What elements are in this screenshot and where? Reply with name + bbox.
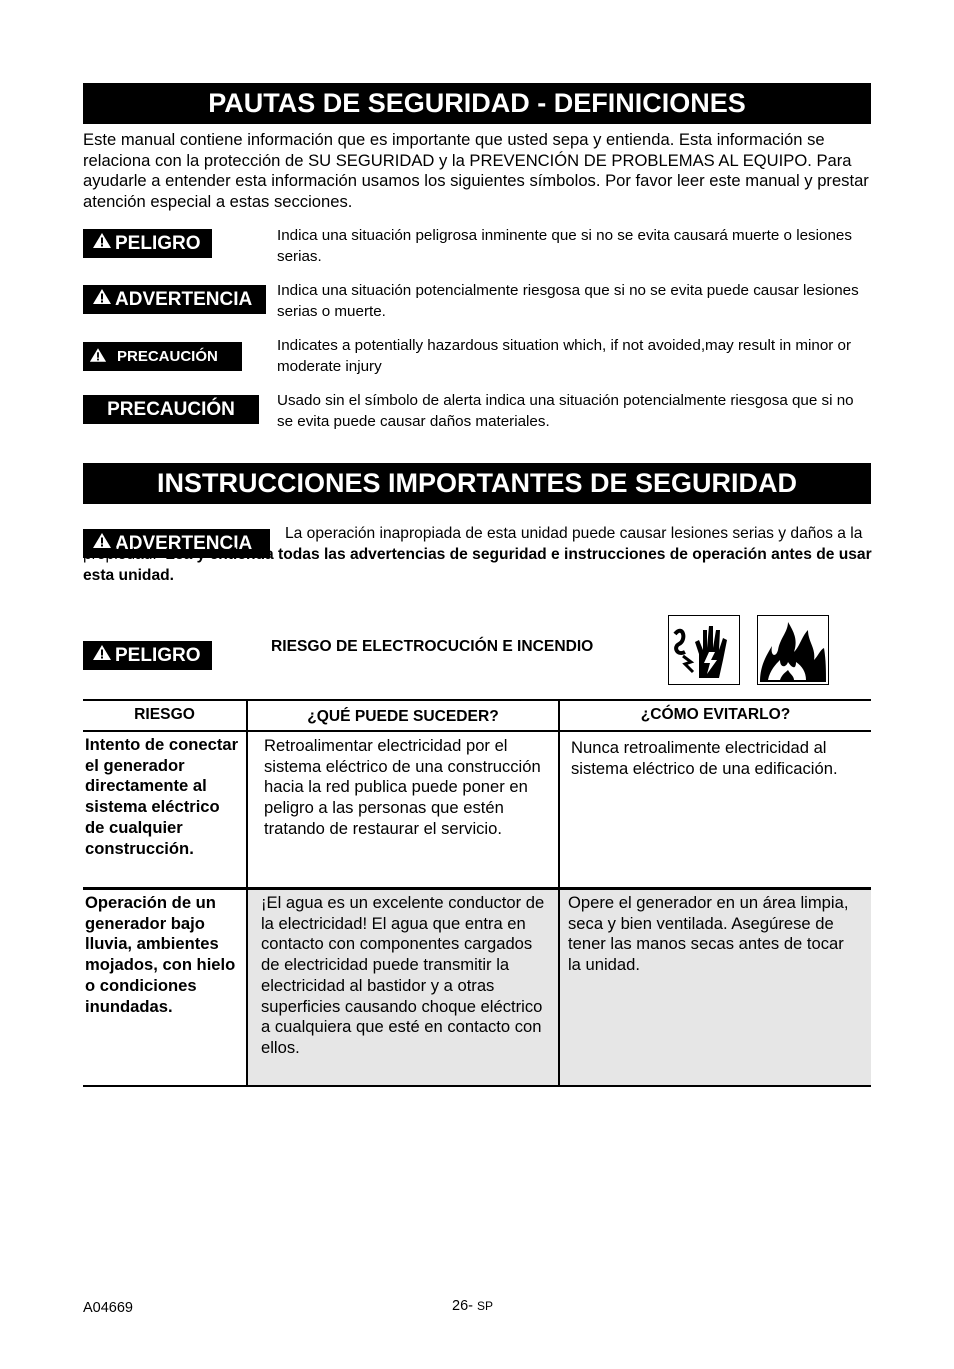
row2-how: Opere el generador en un área limpia, seca y bien ventilada. Asegúrese de tener las manos secas antes de tocar la unidad. (568, 893, 849, 975)
table-bottom-rule (83, 1085, 871, 1087)
header-riesgo: RIESGO (134, 706, 195, 723)
warning-paragraph (83, 523, 873, 586)
peligro-badge-label: PELIGRO (115, 232, 201, 254)
peligro-definition: Indica una situación peligrosa inminente que si no se evita causará muerte o lesiones serias. (277, 227, 852, 265)
section-title-instructions: INSTRUCCIONES IMPORTANTES DE SEGURIDAD (83, 463, 871, 504)
page-suffix: SP (477, 1299, 494, 1313)
advertencia-warning-badge-label: ADVERTENCIA (115, 532, 253, 554)
advertencia-badge-label: ADVERTENCIA (115, 288, 253, 310)
warning-triangle-icon (89, 347, 107, 367)
precaucion-badge (83, 395, 259, 424)
warning-text: La operación inapropiada de esta unidad puede causar lesiones serias y daños a la propiedad. (83, 525, 863, 563)
header-que-puede-suceder: ¿QUÉ PUEDE SUCEDER? (307, 708, 499, 725)
page-number-value: 26- (452, 1298, 473, 1314)
row1-how: Nunca retroalimente electricidad al sistema eléctrico de una edificación. (571, 738, 838, 778)
document-code: A04669 (83, 1300, 133, 1316)
table-row-rule (83, 887, 871, 890)
precaucion-definition: Usado sin el símbolo de alerta indica una situación potencialmente riesgosa que si no se evita puede causar daños materiales. (277, 392, 854, 430)
row1-risk: Intento de conectar el generador directamente al sistema eléctrico de cualquier construcción. (85, 735, 239, 858)
row2-risk: Operación de un generador bajo lluvia, ambientes mojados, con hielo o condiciones inundadas. (85, 893, 236, 1016)
advertencia-definition: Indica una situación potencialmente riesgosa que si no se evita puede causar lesiones serias o muerte. (277, 282, 859, 320)
page-number (452, 1298, 493, 1314)
hazard-title: RIESGO DE ELECTROCUCIÓN E INCENDIO (271, 638, 594, 655)
precaucion-alert-definition: Indicates a potentially hazardous situation which, if not avoided,may result in minor or moderate injury (277, 337, 852, 375)
table-col-rule-2 (558, 700, 560, 1087)
intro-paragraph: Este manual contiene información que es importante que usted sepa y entienda. Esta información se relaciona con la protección de SU SEGURIDAD y la PREVENCIÓN DE PROBLEMAS AL EQUIPO. Para ayudarle a entender esta información usamos los siguientes símbolos. Por favor leer este manual y prestar atención especial a estas secciones. (83, 130, 869, 212)
peligro-hazard-badge-label: PELIGRO (115, 644, 201, 666)
table-col-rule-1 (246, 700, 248, 1087)
peligro-badge (83, 229, 212, 258)
precaucion-badge-label: PRECAUCIÓN (107, 398, 235, 420)
header-como-evitarlo: ¿CÓMO EVITARLO? (640, 706, 791, 723)
advertencia-badge (83, 285, 266, 314)
fire-flames-icon (757, 615, 829, 685)
precaucion-alert-badge (83, 342, 242, 371)
peligro-hazard-badge (83, 641, 212, 670)
electric-shock-hand-icon (668, 615, 740, 685)
warning-triangle-icon (92, 232, 112, 255)
row2-what: ¡El agua es un excelente conductor de la electricidad! El agua que entra en contacto con componentes cargados de electricidad puede transmitir la electricidad al bastidor y a otras superficies causando choque eléctrico a cualquiera que esté en contacto con ellos. (261, 893, 545, 1057)
table-top-rule (83, 699, 871, 701)
row1-what: Retroalimentar electricidad por el sistema eléctrico de una construcción hacia la red publica puede poner en peligro a las personas que estén tratando de restaurar el servicio. (264, 736, 541, 838)
table-header-rule (83, 730, 871, 732)
warning-bold-text: Lea y entienda todas las advertencias de seguridad e instrucciones de operación antes de usar esta unidad. (83, 546, 872, 584)
warning-triangle-icon (92, 288, 112, 311)
warning-triangle-icon (92, 644, 112, 667)
precaucion-alert-badge-label: PRECAUCIÓN (117, 348, 218, 365)
section-title-definitions: PAUTAS DE SEGURIDAD - DEFINICIONES (83, 83, 871, 124)
